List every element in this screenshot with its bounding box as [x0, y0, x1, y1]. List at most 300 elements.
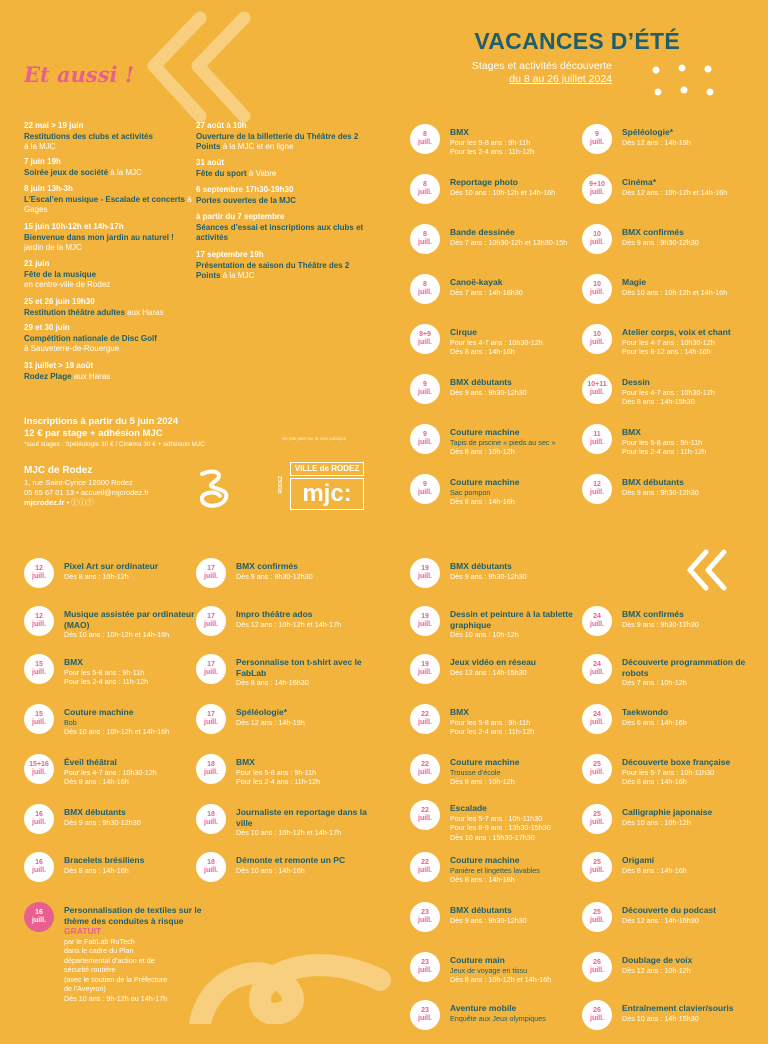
activity-title — [450, 803, 588, 814]
activity-schedule: Dès 8 ans : 10h-12h — [64, 571, 129, 581]
activity-title-text: BMX débutants — [450, 905, 512, 915]
activity-title — [450, 657, 588, 668]
badge-day: 10 — [593, 281, 601, 288]
activity-title — [64, 905, 202, 937]
date-badge — [582, 474, 612, 504]
badge-month: juill. — [590, 819, 604, 826]
ville-de-rodez-logo — [278, 462, 364, 512]
badge-month: juill. — [418, 189, 432, 196]
activity-text — [64, 609, 202, 640]
activity-schedule: Pour les 5-8 ans : 9h-11h — [450, 137, 531, 147]
activity-item — [196, 558, 374, 602]
activity-item — [24, 606, 202, 650]
badge-day: 17 — [207, 711, 215, 718]
activity-title-text: Taekwondo — [622, 707, 669, 717]
activity-title-text: Cirque — [450, 327, 477, 337]
activity-title — [236, 657, 374, 678]
activity-subtitle: Tapis de piscine « pieds au sec » — [450, 437, 556, 447]
double-chevron-left-icon — [684, 548, 732, 594]
activity-item — [582, 174, 760, 218]
phone-email[interactable]: 05 65 67 01 13 • accueil@mjcrodez.fr — [24, 488, 149, 497]
event-item: 15 juin 10h-12h et 14h-17h Bienvenue dans mon jardin au naturel ! jardin de la MJC — [24, 222, 174, 252]
activity-schedule: Dès 8 ans : 14h-16h — [450, 497, 515, 506]
activity-title-text: Couture machine — [450, 855, 520, 865]
date-badge — [410, 852, 440, 882]
badge-day: 15 — [35, 661, 43, 668]
activity-title — [450, 227, 588, 238]
date-badge — [24, 606, 54, 636]
activity-text — [622, 1003, 760, 1023]
activity-item — [582, 952, 760, 996]
badge-month: juill. — [590, 719, 604, 726]
date-badge — [582, 324, 612, 354]
badge-day: 24 — [593, 661, 601, 668]
event-item: 17 septembre 19h Présentation de saison du Théâtre des 2 Points à la MJC — [196, 250, 350, 280]
activity-title-text: Magie — [622, 277, 647, 287]
badge-month: juill. — [418, 239, 432, 246]
date-badge — [410, 606, 440, 636]
activity-item — [196, 804, 374, 848]
badge-day: 8 — [423, 281, 427, 288]
activity-item — [410, 324, 588, 368]
activity-schedule: Pour les 5-8 ans : 9h-11h — [450, 717, 531, 727]
badge-month: juill. — [418, 867, 432, 874]
badge-month: juill. — [590, 389, 604, 396]
activity-item — [410, 374, 588, 418]
activity-title-text: Jeux vidéo en réseau — [450, 657, 536, 667]
activity-text — [450, 227, 588, 247]
badge-day: 25 — [593, 761, 601, 768]
activity-schedule: Pour les 4-7 ans : 10h30-12h — [450, 337, 543, 347]
badge-month: juill. — [418, 669, 432, 676]
badge-month: juill. — [590, 339, 604, 346]
activity-text — [622, 855, 760, 875]
activity-title — [236, 561, 374, 572]
website-link[interactable]: mjcrodez.fr — [24, 498, 65, 507]
badge-day: 16 — [35, 811, 43, 818]
badge-month: juill. — [418, 917, 432, 924]
activity-schedule: départemental d’action et de — [64, 955, 155, 965]
date-badge — [582, 1000, 612, 1030]
badge-month: juill. — [32, 867, 46, 874]
badge-day: 22 — [421, 807, 429, 814]
activity-item — [582, 606, 760, 650]
activity-title-text: Entraînement clavier/souris — [622, 1003, 734, 1013]
activity-title — [64, 657, 202, 668]
activity-text — [622, 955, 760, 975]
address: 1, rue Saint-Cyrice 12000 Rodez — [24, 478, 133, 487]
activity-text — [236, 757, 374, 787]
activity-title — [236, 855, 374, 866]
activity-title-text: Doublage de voix — [622, 955, 693, 965]
badge-day: 24 — [593, 613, 601, 620]
activity-subtitle: Sac pompon — [450, 487, 491, 497]
badge-month: juill. — [590, 489, 604, 496]
event-item: 22 mai > 19 juin Restitutions des clubs et activités à la MJC — [24, 121, 153, 151]
date-badge — [410, 704, 440, 734]
activity-schedule: Dès 8 ans : 14h-16h — [450, 875, 515, 884]
activity-schedule: Dès 10 ans : 9h-12h ou 14h-17h — [64, 993, 168, 1003]
activity-title — [450, 1003, 588, 1014]
mjc-swirl-logo — [196, 468, 234, 510]
badge-day: 26 — [593, 1007, 601, 1014]
badge-month: juill. — [418, 489, 432, 496]
activity-title-text: BMX confirmés — [622, 227, 684, 237]
date-badge — [582, 606, 612, 636]
event-item: 25 et 26 juin 19h30 Restitution théâtre adultes aux Haras — [24, 297, 164, 317]
activity-text — [622, 127, 760, 147]
activity-title — [450, 477, 588, 488]
activity-title-text: Cinéma* — [622, 177, 657, 187]
activity-item — [410, 1000, 588, 1044]
badge-day: 10+11 — [587, 381, 607, 388]
activity-title-text: Pixel Art sur ordinateur — [64, 561, 159, 571]
date-badge — [24, 902, 54, 932]
activity-text — [622, 757, 760, 787]
date-badge — [582, 952, 612, 982]
activity-subtitle: Panière et lingettes lavables — [450, 865, 540, 875]
date-badge — [196, 558, 226, 588]
activity-schedule: Pour les 5-8 ans : 9h-11h — [64, 667, 145, 677]
activity-text — [450, 427, 588, 457]
activity-schedule: Dès 12 ans : 14h-19h — [236, 717, 305, 727]
activity-schedule: Dès 9 ans : 9h30-12h30 — [236, 571, 313, 581]
activity-title — [622, 609, 760, 620]
activity-title-text: Éveil théâtral — [64, 757, 117, 767]
badge-month: juill. — [204, 573, 218, 580]
registration-date: Inscriptions à partir du 5 juin 2024 — [24, 416, 179, 427]
activity-title-text: BMX — [450, 707, 469, 717]
date-badge — [196, 804, 226, 834]
activity-item — [410, 852, 588, 896]
activity-text — [622, 609, 760, 629]
activity-title — [622, 427, 760, 438]
badge-month: juill. — [590, 239, 604, 246]
badge-month: juill. — [418, 719, 432, 726]
activity-item — [410, 952, 588, 996]
activity-title — [622, 127, 760, 138]
date-badge — [582, 424, 612, 454]
badge-month: juill. — [590, 621, 604, 628]
activity-schedule: Dès 8 ans : 14h-16h — [450, 347, 515, 356]
activity-schedule: Pour les 8-12 ans : 14h-16h — [622, 347, 711, 356]
activity-title — [622, 757, 760, 768]
activity-title — [450, 955, 588, 966]
activity-item — [24, 852, 202, 896]
badge-day: 25 — [593, 811, 601, 818]
activity-schedule: Dès 12 ans : 10h-12h et 14h-17h — [236, 619, 342, 629]
activity-title — [64, 707, 202, 718]
badge-month: juill. — [32, 819, 46, 826]
activity-item — [196, 606, 374, 650]
activity-schedule: Dès 7 ans : 10h30-12h et 13h30-15h — [450, 237, 568, 247]
badge-month: juill. — [590, 769, 604, 776]
badge-month: juill. — [590, 1015, 604, 1022]
activity-schedule: Pour les 5-7 ans : 10h-11h30 — [622, 767, 715, 777]
activity-text — [450, 127, 588, 157]
activity-item — [582, 424, 760, 468]
activity-schedule: Dès 8 ans : 14h-16h — [64, 865, 129, 875]
date-badge — [582, 224, 612, 254]
badge-month: juill. — [418, 1015, 432, 1022]
date-badge — [410, 902, 440, 932]
activity-title-text: Escalade — [450, 803, 487, 813]
activity-text — [236, 609, 374, 629]
page-subtitle — [400, 60, 612, 86]
badge-day: 9+10 — [589, 181, 605, 188]
free-badge: GRATUIT — [64, 926, 102, 936]
badge-month: juill. — [204, 769, 218, 776]
activity-schedule: Dès 7 ans : 14h-16h30 — [450, 287, 523, 297]
activity-item — [582, 754, 760, 798]
activity-text — [622, 327, 760, 357]
badge-day: 8 — [423, 181, 427, 188]
badge-day: 23 — [421, 1007, 429, 1014]
badge-month: juill. — [418, 439, 432, 446]
date-badge — [410, 224, 440, 254]
badge-day: 16 — [35, 909, 43, 916]
activity-schedule: Dès 10 ans : 10h-12h et 14h-16h — [64, 727, 170, 736]
badge-day: 15+16 — [29, 761, 49, 768]
activity-subtitle: Jeux de voyage en tissu — [450, 965, 528, 975]
badge-day: 23 — [421, 959, 429, 966]
date-badge — [196, 754, 226, 784]
activity-schedule: Pour les 2-4 ans : 11h-12h — [236, 777, 321, 786]
date-badge — [582, 374, 612, 404]
activity-item — [24, 804, 202, 848]
event-item: 21 juin Fête de la musique en centre-ville de Rodez — [24, 259, 111, 289]
activity-title-text: Journaliste en reportage dans la ville — [236, 807, 367, 828]
badge-day: 19 — [421, 661, 429, 668]
activity-text — [64, 757, 202, 787]
activity-text — [622, 427, 760, 457]
registration-price: 12 € par stage + adhésion MJC — [24, 428, 163, 439]
activity-item — [410, 902, 588, 946]
activity-text — [236, 657, 374, 688]
activity-schedule: Dès 8 ans : 14h-16h — [622, 865, 687, 875]
activity-subtitle: Trousse d’école — [450, 767, 501, 777]
activity-title-text: Spéléologie* — [622, 127, 674, 137]
contact-block — [24, 466, 204, 508]
mjc-logo-text: mjc: — [290, 478, 364, 510]
activity-item — [410, 424, 588, 468]
badge-day: 15 — [35, 711, 43, 718]
event-item: 31 juillet > 19 août Rodez Plage aux Haras — [24, 361, 111, 381]
activity-text — [450, 327, 588, 357]
activity-schedule: Dès 12 ans : 14h-15h30 — [450, 667, 527, 677]
badge-month: juill. — [418, 289, 432, 296]
activity-text — [236, 807, 374, 838]
badge-day: 9 — [595, 131, 599, 138]
activity-schedule: Dès 12 ans : 10h-12h — [622, 965, 691, 975]
activity-title-text: Démonte et remonte un PC — [236, 855, 346, 865]
activity-item — [582, 654, 760, 698]
activity-title — [236, 807, 374, 828]
activity-schedule: sécurité routière — [64, 965, 116, 974]
activity-title — [450, 905, 588, 916]
activity-schedule: Pour les 2-4 ans : 11h-12h — [450, 727, 535, 736]
activity-title — [236, 757, 374, 768]
activity-item — [24, 654, 202, 698]
activity-title-text: BMX confirmés — [236, 561, 298, 571]
badge-month: juill. — [590, 439, 604, 446]
badge-day: 18 — [207, 859, 215, 866]
activity-title-text: Découverte boxe française — [622, 757, 731, 767]
activity-schedule: Dès 8 ans : 14h-16h — [622, 777, 687, 786]
date-badge — [582, 754, 612, 784]
badge-month: juill. — [32, 621, 46, 628]
activity-schedule: Dès 9 ans : 9h30-12h30 — [64, 817, 141, 827]
activity-title — [622, 955, 760, 966]
activity-title-text: Spéléologie* — [236, 707, 288, 717]
activity-schedule: Pour les 5-7 ans : 10h-11h30 — [450, 813, 543, 823]
activity-title-text: BMX débutants — [450, 377, 512, 387]
badge-month: juill. — [590, 967, 604, 974]
activity-schedule: Dès 9 ans : 9h30-12h30 — [622, 487, 699, 497]
activity-text — [64, 707, 202, 737]
activity-text — [450, 657, 588, 677]
activity-schedule: Pour les 5-8 ans : 9h-11h — [236, 767, 317, 777]
badge-day: 18 — [207, 761, 215, 768]
activity-schedule: Dès 8 ans : 14h-16h30 — [236, 678, 309, 687]
activity-title — [622, 807, 760, 818]
activity-text — [622, 707, 760, 727]
event-item: à partir du 7 septembre Séances d’essai et inscriptions aux clubs et activités — [196, 212, 364, 242]
date-badge — [410, 424, 440, 454]
activity-item — [24, 902, 202, 1003]
activity-item — [410, 274, 588, 318]
activity-schedule: Dès 10 ans : 10h-12h — [622, 817, 691, 827]
activity-item — [410, 174, 588, 218]
activity-item — [410, 474, 588, 518]
activity-item — [24, 558, 202, 602]
activity-schedule: Dès 6 ans : 14h-16h — [622, 717, 687, 727]
badge-month: juill. — [204, 621, 218, 628]
badge-month: juill. — [590, 867, 604, 874]
activity-title-text: Origami — [622, 855, 655, 865]
badge-month: juill. — [204, 719, 218, 726]
activity-item — [582, 124, 760, 168]
activity-title-text: Personnalisation de textiles sur le thème des conduites à risque — [64, 905, 202, 926]
event-item: 31 août Fête du sport à Vabre — [196, 158, 277, 178]
activity-item — [410, 606, 588, 650]
badge-month: juill. — [418, 139, 432, 146]
event-item: 7 juin 19h Soirée jeux de société à la MJC — [24, 157, 142, 177]
date-badge — [24, 704, 54, 734]
date-badge — [410, 374, 440, 404]
activity-item — [582, 274, 760, 318]
badge-day: 8+9 — [419, 331, 431, 338]
activity-text — [450, 757, 588, 787]
activity-title — [622, 277, 760, 288]
date-badge — [410, 800, 440, 830]
activity-schedule: Dès 10 ans : 10h-12h et 14h-16h — [64, 630, 170, 639]
activity-title-text: Impro théâtre ados — [236, 609, 313, 619]
activity-text — [622, 377, 760, 407]
event-item: 27 août à 10h Ouverture de la billetterie du Théâtre des 2 Points à la MJC et en ligne — [196, 121, 359, 151]
activity-title-text: Reportage photo — [450, 177, 518, 187]
activity-item — [582, 804, 760, 848]
badge-day: 22 — [421, 711, 429, 718]
activity-title-text: Découverte du podcast — [622, 905, 716, 915]
activity-title-text: Dessin et peinture à la tablette graphique — [450, 609, 573, 630]
activity-schedule: Pour les 2-4 ans : 11h-12h — [622, 447, 707, 456]
badge-day: 25 — [593, 859, 601, 866]
activity-text — [622, 657, 760, 688]
activity-schedule: Pour les 2-4 ans : 11h-12h — [450, 147, 535, 156]
badge-day: 17 — [207, 661, 215, 668]
activity-schedule: Pour les 4-7 ans : 10h30-12h — [622, 337, 715, 347]
double-chevron-left-icon — [140, 10, 280, 130]
event-item: 29 et 30 juin Compétition nationale de Disc Golf à Sauveterre-de-Rouergue — [24, 323, 157, 353]
activity-schedule: Dès 8 ans : 10h-12h — [450, 447, 515, 456]
activity-title — [622, 227, 760, 238]
badge-day: 16 — [35, 859, 43, 866]
dots-decoration-icon — [648, 62, 722, 98]
activity-text — [450, 609, 588, 640]
activity-title — [622, 657, 760, 678]
badge-day: 12 — [35, 565, 43, 572]
activity-schedule: Dès 10 ans : 10h-12h — [450, 630, 519, 639]
activity-text — [236, 561, 374, 581]
activity-title — [622, 327, 760, 338]
activity-title — [64, 757, 202, 768]
badge-month: juill. — [32, 719, 46, 726]
activity-schedule: Pour les 4-7 ans : 10h30-12h — [622, 387, 715, 397]
activity-title — [450, 427, 588, 438]
activity-schedule: de l’Aveyron) — [64, 984, 106, 993]
badge-month: juill. — [418, 573, 432, 580]
date-badge — [582, 174, 612, 204]
social-icons[interactable]: • ⓕⓘⓨ — [66, 498, 94, 507]
activity-title-text: BMX — [450, 127, 469, 137]
activity-title — [622, 177, 760, 188]
activity-title-text: Découverte programmation de robots — [622, 657, 746, 678]
activity-title-text: Calligraphie japonaise — [622, 807, 713, 817]
activity-item — [582, 224, 760, 268]
date-badge — [24, 804, 54, 834]
section-heading: Et aussi ! — [24, 62, 135, 87]
activity-title-text: Bande dessinée — [450, 227, 515, 237]
badge-month: juill. — [32, 769, 46, 776]
activity-schedule: (avec le soutien de la Préfecture — [64, 974, 168, 984]
activity-schedule: Dès 9 ans : 9h30-12h30 — [622, 619, 699, 629]
activity-text — [236, 707, 374, 727]
date-badge — [410, 952, 440, 982]
activity-schedule: Dès 10 ans : 10h-12h et 14h-16h — [450, 187, 556, 197]
date-badge — [582, 654, 612, 684]
activity-title — [450, 561, 588, 572]
event-item: 6 septembre 17h30-19h30 Portes ouvertes de la MJC — [196, 185, 297, 205]
activity-title — [236, 707, 374, 718]
activity-title — [622, 707, 760, 718]
activity-title — [64, 807, 202, 818]
activity-title — [450, 609, 588, 630]
date-badge — [410, 754, 440, 784]
badge-day: 12 — [593, 481, 601, 488]
badge-month: juill. — [418, 339, 432, 346]
activity-schedule: Dès 8 ans : 14h-15h30 — [622, 397, 695, 406]
legal-note: Ne pas jeter sur la voie publique — [282, 436, 347, 441]
badge-day: 17 — [207, 613, 215, 620]
date-badge — [410, 174, 440, 204]
activity-title — [450, 855, 588, 866]
activity-title-text: BMX débutants — [622, 477, 684, 487]
activity-item — [582, 852, 760, 896]
activity-schedule: Dès 10 ans : 15h30-17h30 — [450, 832, 535, 842]
activity-title — [450, 327, 588, 338]
activity-schedule: dans le cadre du Plan — [64, 946, 134, 955]
